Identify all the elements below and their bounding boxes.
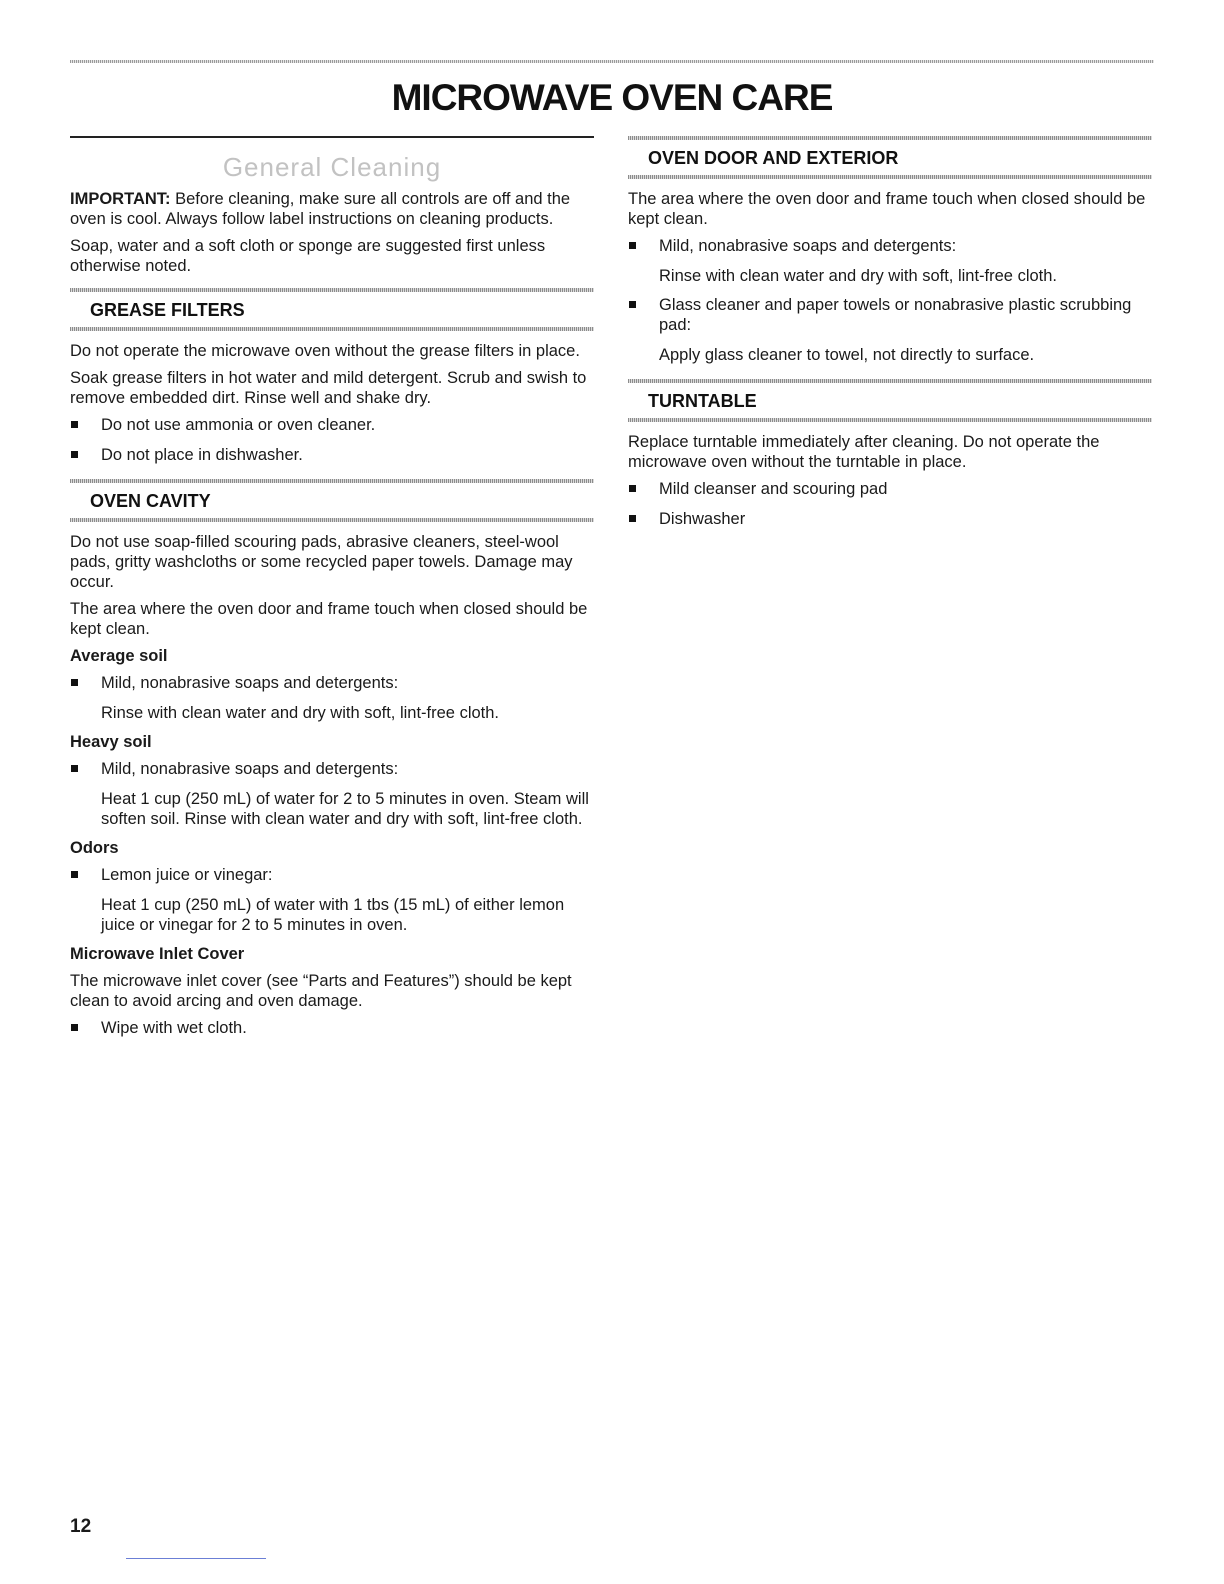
hatched-rule (70, 479, 594, 483)
oven-door-detail-1: Rinse with clean water and dry with soft, lint-free cloth. (659, 267, 1058, 285)
grease-filters-list (70, 415, 594, 465)
odors-list (70, 865, 594, 885)
list-item (628, 509, 1152, 529)
turntable-list (628, 479, 1152, 529)
hatched-rule (628, 175, 1152, 179)
inlet-cover-label: Microwave Inlet Cover (70, 945, 245, 963)
grease-filters-heading: GREASE FILTERS (90, 300, 245, 320)
hatched-rule (70, 288, 594, 292)
inlet-cover-list (70, 1018, 594, 1038)
list-item (628, 479, 1152, 499)
average-soil-detail: Rinse with clean water and dry with soft, lint-free cloth. (101, 704, 500, 722)
heavy-soil-list (70, 759, 594, 779)
hatched-rule (628, 379, 1152, 383)
list-item (70, 865, 594, 885)
turntable-p1: Replace turntable immediately after cleaning. Do not operate the microwave oven without the turntable in place. (628, 433, 1100, 471)
list-item (70, 759, 594, 779)
list-item-text: Mild, nonabrasive soaps and detergents: (659, 237, 957, 255)
average-soil-list (70, 673, 594, 693)
oven-door-list-1 (628, 236, 1152, 256)
footer-link-underline (126, 1558, 266, 1559)
right-column (628, 130, 1152, 539)
grease-filters-header (70, 288, 594, 331)
top-hatched-rule (70, 60, 1154, 63)
list-item-text: Wipe with wet cloth. (101, 1019, 247, 1037)
list-item (628, 236, 1152, 256)
oven-cavity-p2: The area where the oven door and frame touch when closed should be kept clean. (70, 600, 588, 638)
heavy-soil-detail: Heat 1 cup (250 mL) of water for 2 to 5 minutes in oven. Steam will soften soil. Rinse with clean water and dry with soft, lint-free cloth. (101, 790, 589, 828)
odors-label: Odors (70, 839, 119, 857)
general-cleaning-title: General Cleaning (222, 152, 442, 182)
average-soil-label: Average soil (70, 647, 168, 665)
list-item-text: Mild, nonabrasive soaps and detergents: (101, 760, 399, 778)
heavy-soil-label: Heavy soil (70, 733, 152, 751)
important-text: Before cleaning, make sure all controls are off and the oven is cool. Always follow label instructions on cleaning products. (70, 190, 571, 228)
hatched-rule (70, 327, 594, 331)
page-title: MICROWAVE OVEN CARE (391, 77, 833, 118)
square-bullet-icon (71, 451, 78, 458)
list-item (70, 673, 594, 693)
oven-door-header (628, 136, 1152, 179)
hatched-rule (628, 418, 1152, 422)
important-lead: IMPORTANT: (70, 190, 171, 208)
grease-filters-p2: Soak grease filters in hot water and mild detergent. Scrub and swish to remove embedded dirt. Rinse well and shake dry. (70, 369, 587, 407)
turntable-header (628, 379, 1152, 422)
square-bullet-icon (71, 871, 78, 878)
oven-cavity-header (70, 479, 594, 522)
hatched-rule (628, 136, 1152, 140)
square-bullet-icon (71, 765, 78, 772)
page-number: 12 (70, 1516, 92, 1537)
square-bullet-icon (71, 1024, 78, 1031)
oven-door-heading: OVEN DOOR AND EXTERIOR (648, 148, 899, 168)
list-item-text: Glass cleaner and paper towels or nonabrasive plastic scrubbing pad: (659, 296, 1132, 334)
list-item-text: Mild, nonabrasive soaps and detergents: (101, 674, 399, 692)
list-item-text: Do not place in dishwasher. (101, 446, 303, 464)
list-item-text: Mild cleanser and scouring pad (659, 480, 888, 498)
square-bullet-icon (71, 679, 78, 686)
square-bullet-icon (629, 242, 636, 249)
list-item (70, 1018, 594, 1038)
turntable-heading: TURNTABLE (648, 391, 757, 411)
hatched-rule (70, 518, 594, 522)
important-paragraph (70, 189, 594, 229)
grease-filters-p1: Do not operate the microwave oven without the grease filters in place. (70, 342, 580, 360)
oven-door-p1: The area where the oven door and frame touch when closed should be kept clean. (628, 190, 1146, 228)
list-item-text: Do not use ammonia or oven cleaner. (101, 416, 376, 434)
inlet-cover-text: The microwave inlet cover (see “Parts and Features”) should be kept clean to avoid arcing and oven damage. (70, 972, 572, 1010)
oven-door-detail-2: Apply glass cleaner to towel, not directly to surface. (659, 346, 1035, 364)
list-item (70, 415, 594, 435)
square-bullet-icon (71, 421, 78, 428)
oven-cavity-heading: OVEN CAVITY (90, 491, 211, 511)
soap-paragraph: Soap, water and a soft cloth or sponge are suggested first unless otherwise noted. (70, 237, 546, 275)
oven-door-list-2 (628, 295, 1152, 335)
left-column (70, 130, 594, 1048)
oven-cavity-p1: Do not use soap-filled scouring pads, abrasive cleaners, steel-wool pads, gritty washcloths or some recycled paper towels. Damage may occur. (70, 533, 573, 591)
list-item (70, 445, 594, 465)
list-item-text: Lemon juice or vinegar: (101, 866, 273, 884)
section-rule (70, 136, 594, 138)
list-item (628, 295, 1152, 335)
odors-detail: Heat 1 cup (250 mL) of water with 1 tbs (15 mL) of either lemon juice or vinegar for 2 to 5 minutes in oven. (101, 896, 565, 934)
list-item-text: Dishwasher (659, 510, 746, 528)
square-bullet-icon (629, 515, 636, 522)
square-bullet-icon (629, 485, 636, 492)
square-bullet-icon (629, 301, 636, 308)
